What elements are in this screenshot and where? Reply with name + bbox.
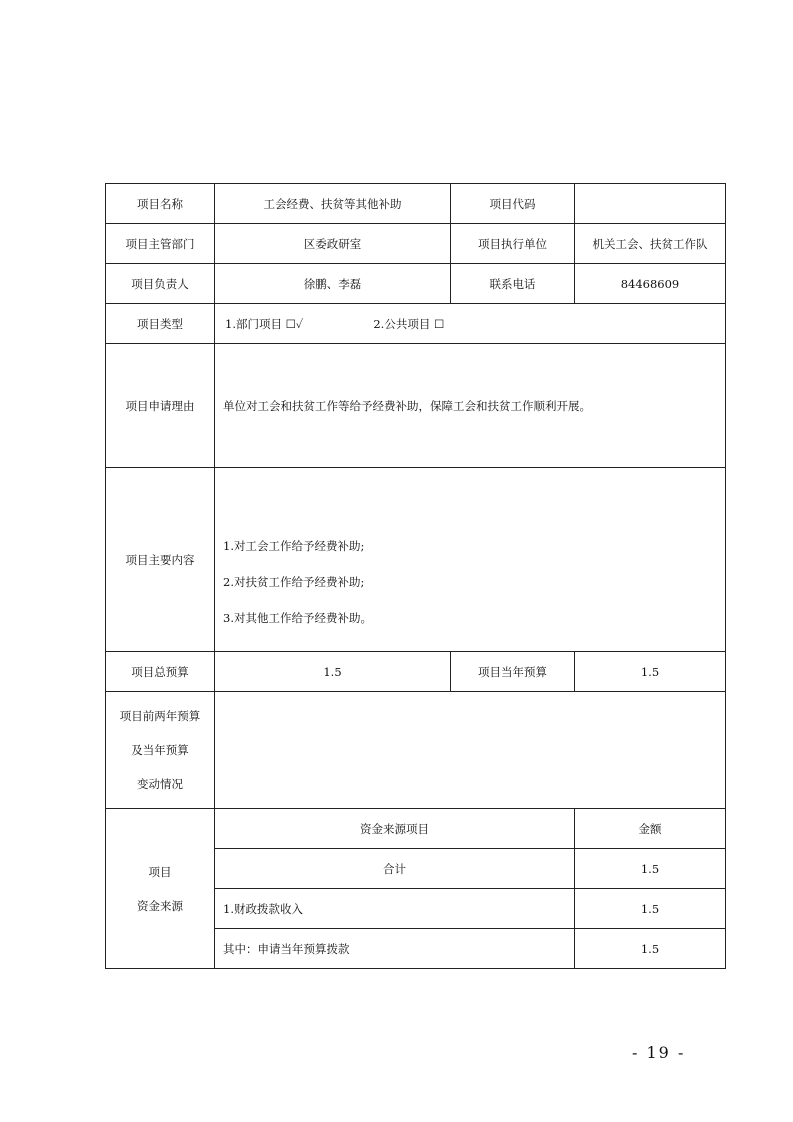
content-item: 3.对其他工作给予经费补助。: [223, 611, 372, 625]
row-funding-header: [106, 809, 726, 849]
budget-change-value: [215, 692, 726, 809]
row-main-content: [106, 468, 726, 652]
project-type-label: 项目类型: [106, 304, 215, 344]
application-reason-label: 项目申请理由: [106, 344, 215, 468]
page-number: - 19 -: [632, 1043, 686, 1062]
funding-source-label: 项目 资金来源: [106, 809, 215, 969]
main-content-list: [215, 468, 726, 652]
project-form-table: [105, 183, 726, 969]
executing-unit-label: 项目执行单位: [451, 224, 575, 264]
project-type-options: [215, 304, 726, 344]
budget-change-label: 项目前两年预算 及当年预算 变动情况: [106, 692, 215, 809]
main-content-label: 项目主要内容: [106, 468, 215, 652]
content-item: 1.对工会工作给予经费补助;: [223, 539, 365, 553]
year-budget-value: 1.5: [575, 652, 726, 692]
phone-value: 84468609: [575, 264, 726, 304]
department-value: 区委政研室: [215, 224, 451, 264]
year-budget-label: 项目当年预算: [451, 652, 575, 692]
funding-item: 1.财政拨款收入: [215, 889, 575, 929]
owner-label: 项目负责人: [106, 264, 215, 304]
row-budget-change: [106, 692, 726, 809]
funding-item: 其中：申请当年预算拨款: [215, 929, 575, 969]
row-budget: [106, 652, 726, 692]
funding-amount: 1.5: [575, 849, 726, 889]
project-code-value: [575, 184, 726, 224]
type-option-department: 1.部门项目 ☐✓: [225, 316, 304, 331]
phone-label: 联系电话: [451, 264, 575, 304]
application-reason-value: 单位对工会和扶贫工作等给予经费补助，保障工会和扶贫工作顺利开展。: [215, 344, 726, 468]
project-name-label: 项目名称: [106, 184, 215, 224]
project-code-label: 项目代码: [451, 184, 575, 224]
total-budget-value: 1.5: [215, 652, 451, 692]
funding-amount: 1.5: [575, 889, 726, 929]
total-budget-label: 项目总预算: [106, 652, 215, 692]
project-name-value: 工会经费、扶贫等其他补助: [215, 184, 451, 224]
executing-unit-value: 机关工会、扶贫工作队: [575, 224, 726, 264]
row-application-reason: [106, 344, 726, 468]
funding-amount-header: 金额: [575, 809, 726, 849]
type-option-public: 2.公共项目 ☐: [373, 316, 445, 331]
row-project-type: [106, 304, 726, 344]
row-owner: [106, 264, 726, 304]
row-project-name: [106, 184, 726, 224]
content-item: 2.对扶贫工作给予经费补助;: [223, 575, 365, 589]
department-label: 项目主管部门: [106, 224, 215, 264]
owner-value: 徐鹏、李磊: [215, 264, 451, 304]
row-department: [106, 224, 726, 264]
funding-amount: 1.5: [575, 929, 726, 969]
funding-item-header: 资金来源项目: [215, 809, 575, 849]
funding-item: 合计: [215, 849, 575, 889]
